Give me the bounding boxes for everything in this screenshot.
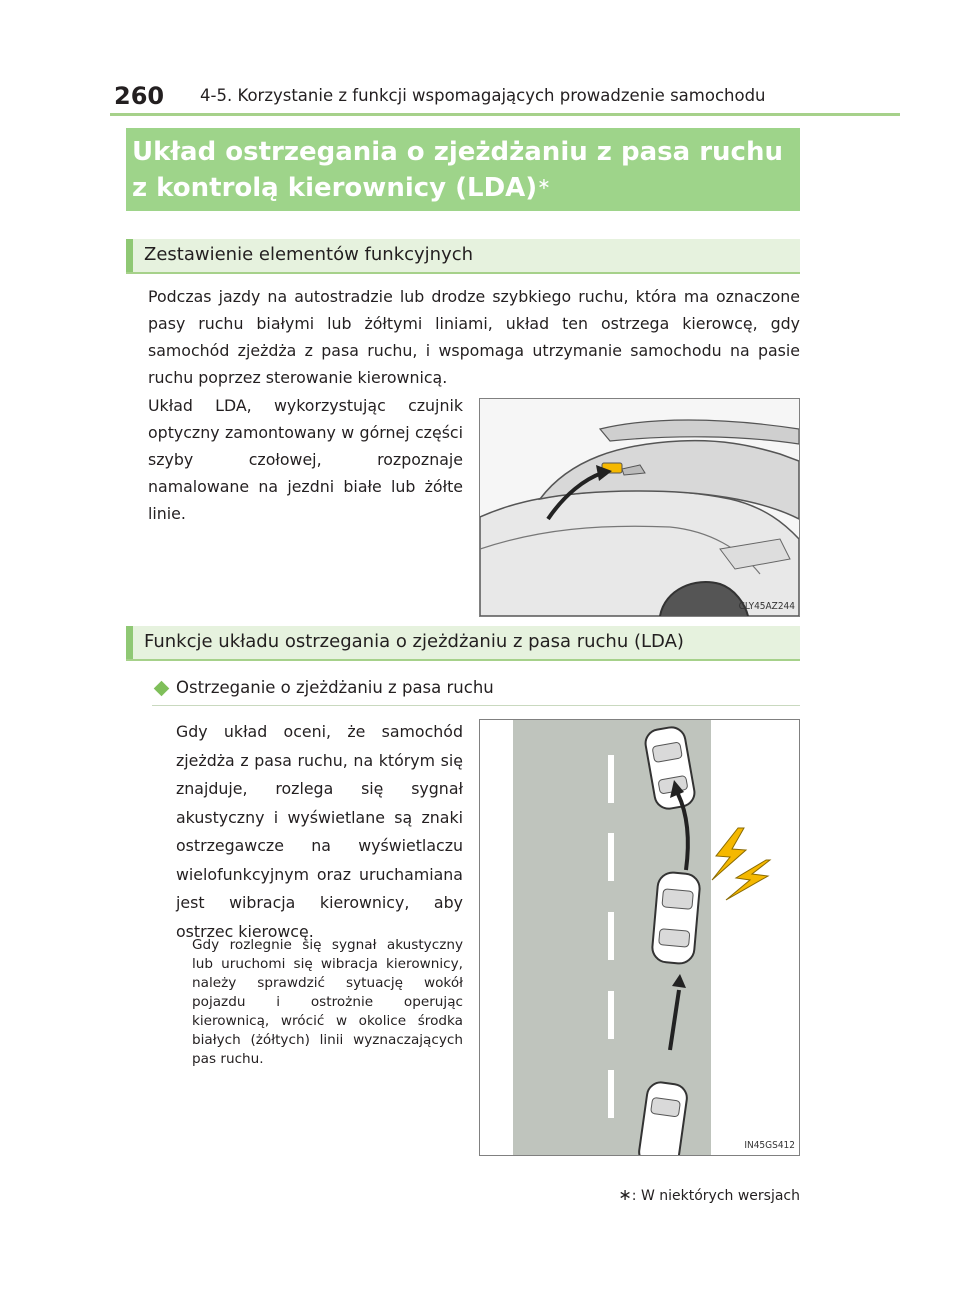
- subheading-lane-departure: [152, 677, 800, 706]
- section-heading-label: Funkcje układu ostrzegania o zjeżdżaniu z pasa ruchu (LDA): [144, 631, 684, 652]
- figure-code-car: CLY45AZ244: [738, 601, 795, 612]
- main-title-box: [126, 128, 800, 211]
- caution-note: Gdy rozlegnie się sygnał akustyczny lub uruchomi się wibracja kierownicy, należy sprawdzić sytuację wokół pojazdu i ostrożnie operując kierownicą, wrócić w okolice środka białych (żółtych) linii wyznaczających pas ruchu.: [192, 937, 463, 1067]
- intro-paragraph: Podczas jazdy na autostradzie lub drodze szybkiego ruchu, która ma oznaczone pasy ruchu białymi lub żółtymi liniami, układ ten ostrzega kierowcę, gdy samochód zjeżdża z pasa ruchu, i wspomaga utrzymanie samochodu na pasie ruchu poprzez sterowanie kierownicą.: [148, 287, 800, 387]
- section-accent: [126, 239, 133, 272]
- sensor-paragraph: Układ LDA, wykorzystując czujnik optyczny zamontowany w górnej części szyby czołowej, rozpoznaje namalowane na jezdni białe lub żółte linie.: [148, 396, 463, 523]
- main-title-line2: z kontrolą kierownicy (LDA): [132, 173, 538, 203]
- warning-paragraph: Gdy układ oceni, że samochód zjeżdża z pasa ruchu, na którym się znajduje, rozlega się sygnał akustyczny i wyświetlane są znaki ostrzegawcze na wyświetlaczu wielofunkcyjnym oraz uruchamiana jest wibracja kierownicy, aby ostrzec kierowcę.: [176, 722, 463, 941]
- main-title-line1: Układ ostrzegania o zjeżdżaniu z pasa ruchu: [132, 137, 783, 167]
- section-heading-components: [126, 239, 800, 274]
- header-rule: [110, 113, 900, 116]
- chapter-title: 4-5. Korzystanie z funkcji wspomagających prowadzenie samochodu: [200, 86, 766, 105]
- lane-departure-illustration: [480, 720, 799, 1155]
- diamond-bullet-icon: [154, 681, 170, 697]
- figure-lane-departure: [479, 719, 800, 1156]
- footnote-text: : W niektórych wersjach: [631, 1188, 800, 1204]
- section-heading-label: Zestawienie elementów funkcyjnych: [144, 244, 474, 265]
- main-title: [132, 134, 794, 206]
- section-heading-functions: [126, 626, 800, 661]
- page-number: 260: [114, 82, 165, 110]
- title-asterisk: ∗: [537, 174, 551, 193]
- footnote: [618, 1185, 800, 1204]
- figure-code-lane: IN45GS412: [744, 1140, 795, 1151]
- section-accent: [126, 626, 133, 659]
- subheading-label: Ostrzeganie o zjeżdżaniu z pasa ruchu: [176, 678, 494, 697]
- figure-car-sensor: [479, 398, 800, 617]
- footnote-asterisk: ∗: [618, 1185, 632, 1204]
- car-windshield-illustration: [480, 399, 799, 616]
